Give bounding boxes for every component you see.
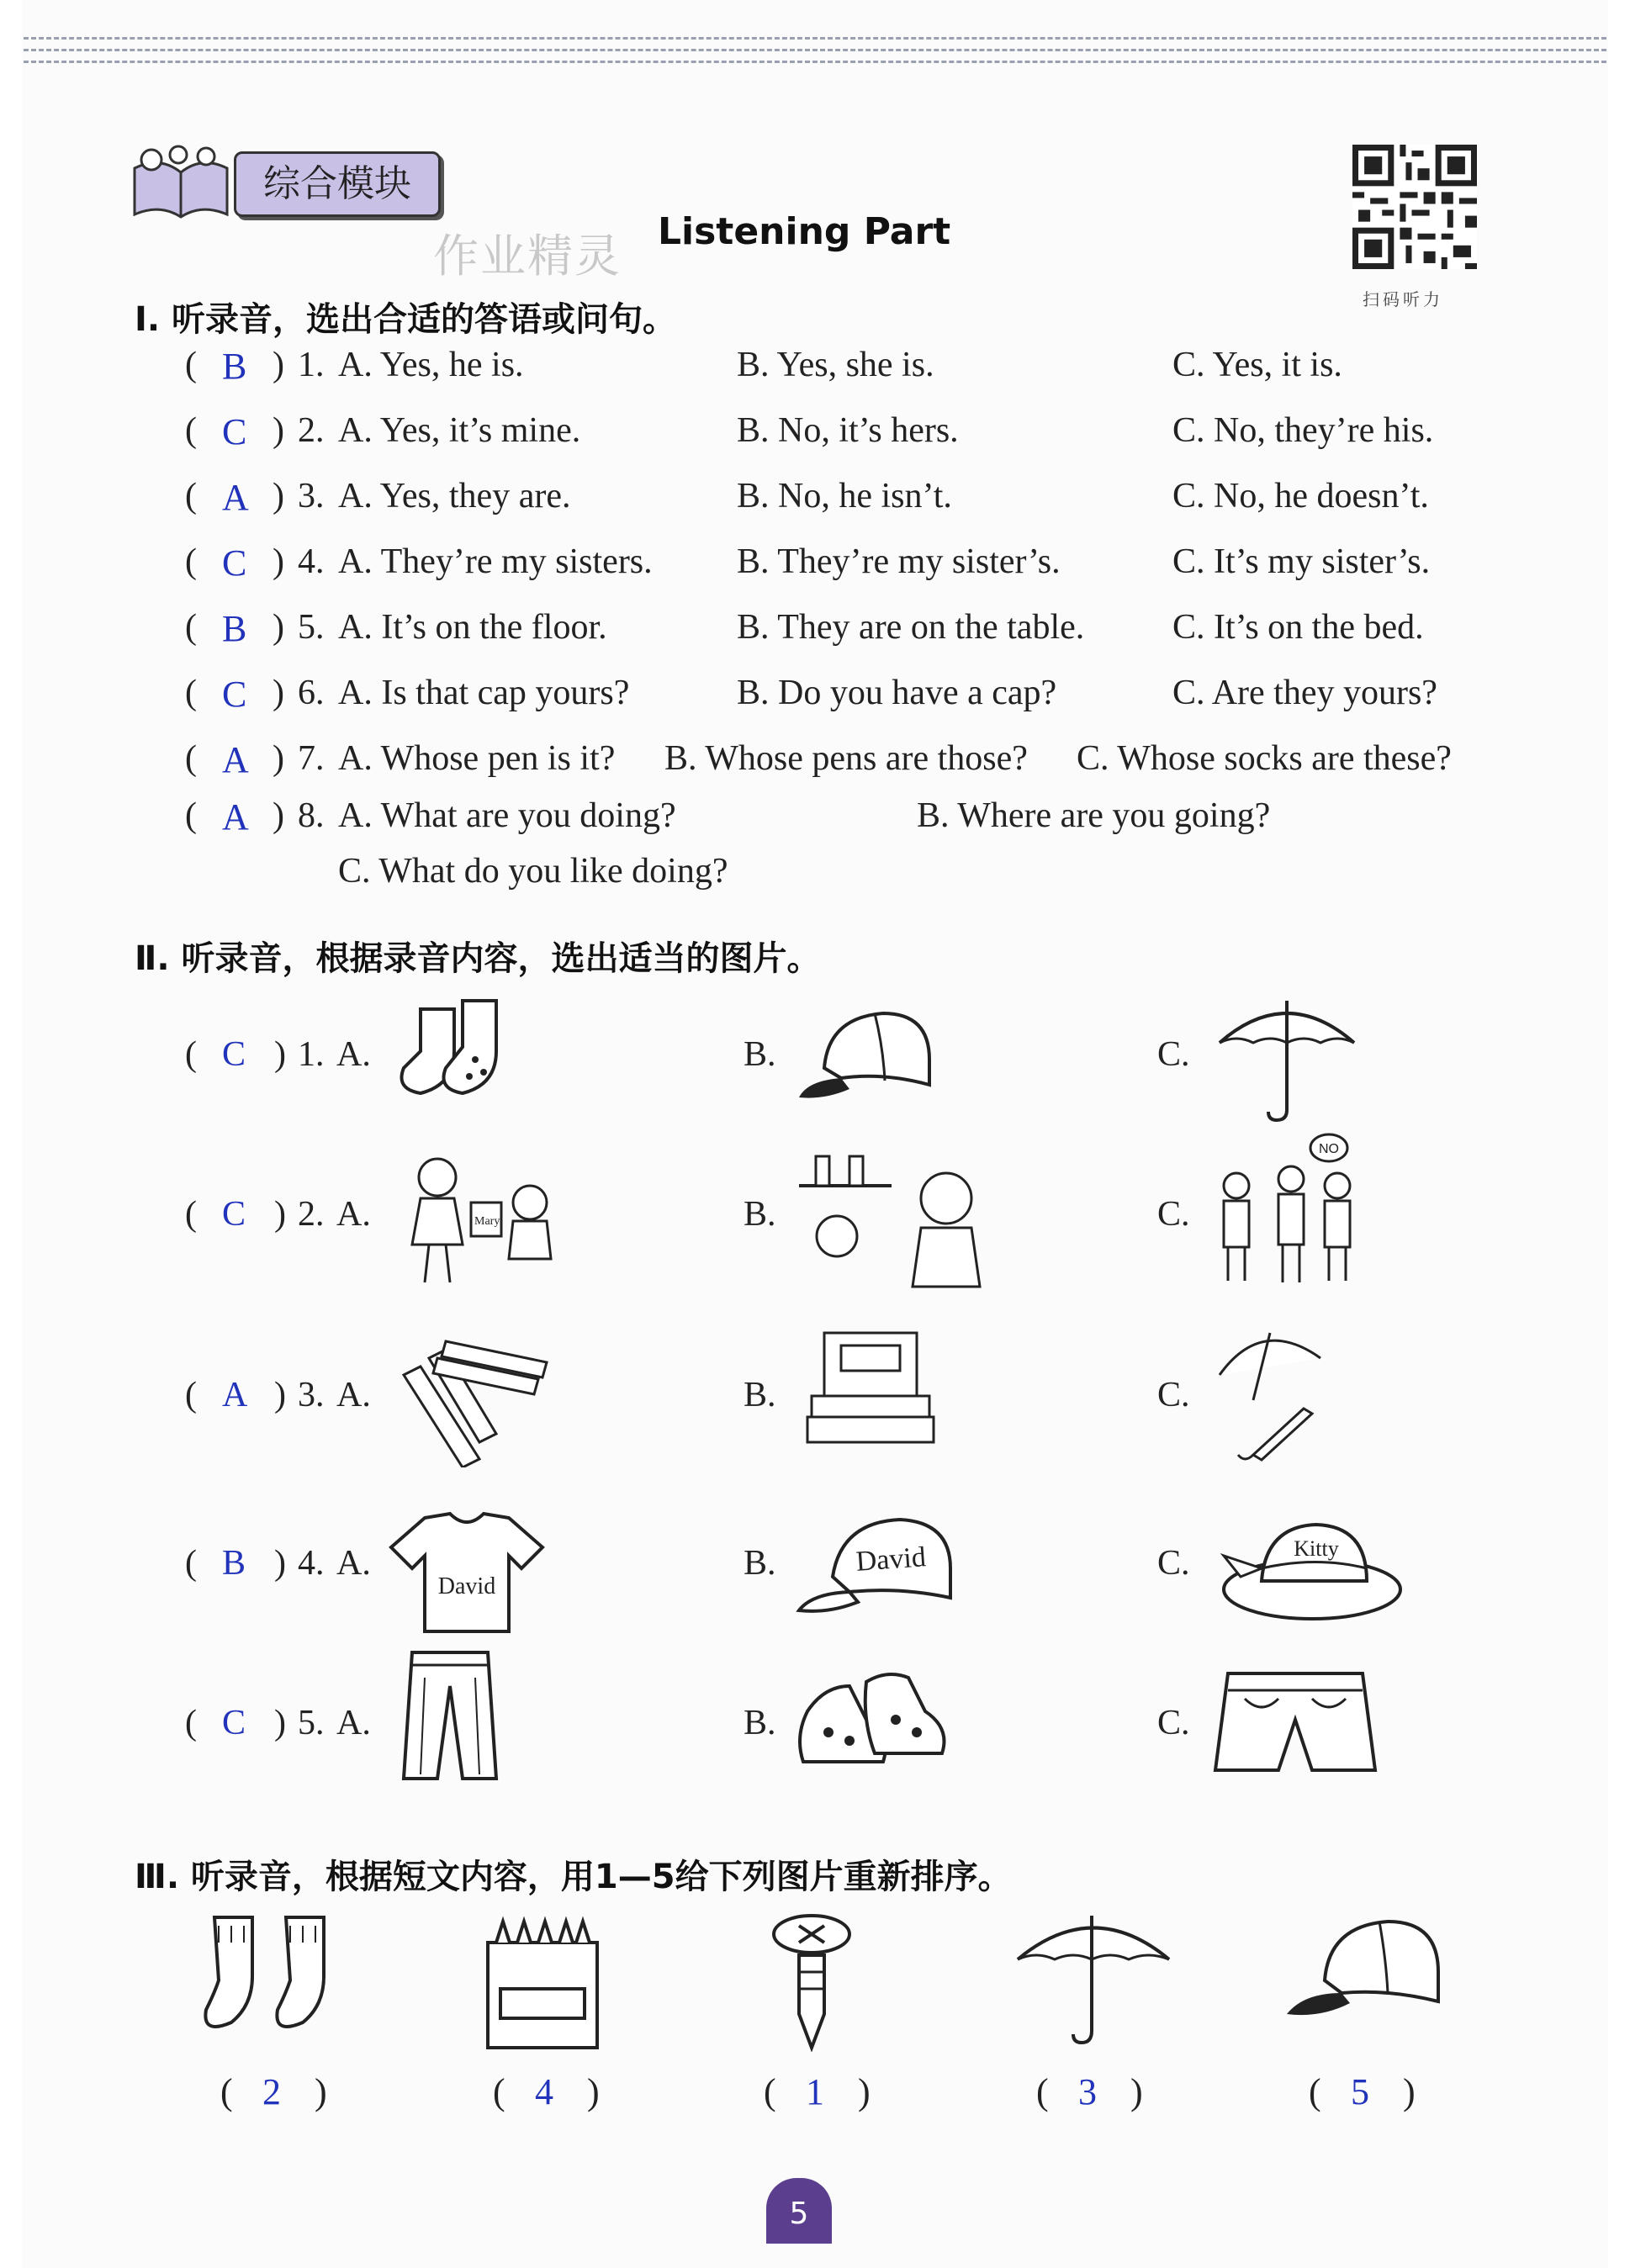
answer-mark: C	[222, 674, 247, 715]
paren-open: (	[493, 2071, 505, 2112]
paren-close: )	[273, 608, 284, 647]
paren-close: )	[274, 1035, 286, 1074]
option-c-picture	[1211, 1661, 1379, 1779]
paren-open: (	[185, 1704, 197, 1742]
option-c-picture	[1211, 1509, 1405, 1627]
question-number: 1.	[298, 346, 325, 384]
answer-mark: C	[222, 1195, 246, 1234]
order-answer: 2	[262, 2071, 281, 2112]
section-title: Ⅰ. 听录音，选出合适的答语或问句。	[135, 300, 677, 339]
answer-mark: A	[222, 477, 249, 518]
option-b-picture	[791, 1144, 992, 1295]
answer-mark: C	[222, 1035, 246, 1074]
section-title: Ⅱ. 听录音，根据录音内容，选出适当的图片。	[135, 939, 821, 978]
question-number: 5.	[298, 1704, 325, 1742]
question-number: 4.	[298, 1544, 325, 1583]
order-picture	[479, 1909, 606, 2052]
question-number: 2.	[298, 1195, 325, 1234]
paren-open: (	[185, 608, 197, 647]
option-b: B. Whose pens are those?	[664, 739, 1028, 778]
option-c: C. No, they’re his.	[1172, 411, 1434, 450]
question-number: 3.	[298, 477, 325, 515]
paren-close: )	[274, 1195, 286, 1234]
subtitle: Listening Part	[658, 210, 951, 253]
paren-open: (	[185, 1544, 197, 1583]
answer-mark: A	[222, 796, 249, 838]
paren-open: (	[185, 674, 197, 712]
paren-close: )	[274, 1704, 286, 1742]
option-b-picture	[791, 1509, 967, 1619]
paren-open: (	[185, 346, 197, 384]
open-book-icon	[126, 143, 236, 219]
option-a: A. What are you doing?	[338, 796, 676, 835]
paren-close: )	[273, 739, 284, 778]
order-picture	[1013, 1909, 1173, 2052]
paren-open: (	[764, 2071, 776, 2112]
paren-open: (	[185, 1035, 197, 1074]
order-picture	[1278, 1909, 1447, 2027]
option-b: B. Yes, she is.	[737, 346, 934, 384]
option-c-label: C.	[1157, 1195, 1190, 1234]
option-a-label: A.	[336, 1195, 371, 1234]
paren-close: )	[1130, 2071, 1143, 2112]
option-a-label: A.	[336, 1704, 371, 1742]
answer-mark: C	[222, 542, 247, 584]
question-number: 4.	[298, 542, 325, 581]
option-a-picture	[387, 1644, 513, 1787]
paren-open: (	[185, 1376, 197, 1414]
option-b-label: B.	[744, 1376, 776, 1414]
paren-close: )	[273, 477, 284, 515]
question-number: 6.	[298, 674, 325, 712]
option-a-picture	[387, 1324, 555, 1467]
paren-close: )	[273, 346, 284, 384]
option-a-picture	[387, 1144, 572, 1287]
top-dashed-line	[24, 61, 1606, 63]
answer-mark: A	[222, 1376, 248, 1414]
paren-close: )	[858, 2071, 871, 2112]
option-a-label: A.	[336, 1035, 371, 1074]
option-c: C. Yes, it is.	[1172, 346, 1342, 384]
svg-text:David: David	[437, 1573, 496, 1599]
option-c-picture	[1211, 1127, 1371, 1287]
question-number: 3.	[298, 1376, 325, 1414]
question-number: 2.	[298, 411, 325, 450]
paren-open: (	[185, 477, 197, 515]
paren-open: (	[185, 411, 197, 450]
option-b: B. No, it’s hers.	[737, 411, 959, 450]
paren-close: )	[273, 796, 284, 835]
order-picture	[193, 1909, 345, 2043]
option-c-label: C.	[1157, 1704, 1190, 1742]
page-number: 5	[766, 2178, 832, 2244]
paren-close: )	[273, 542, 284, 581]
option-c: C. Are they yours?	[1172, 674, 1437, 712]
option-a: A. Whose pen is it?	[338, 739, 616, 778]
option-a-picture	[387, 1509, 547, 1636]
qr-code-icon[interactable]	[1352, 145, 1477, 269]
qr-caption: 扫码听力	[1363, 289, 1443, 309]
option-a: A. Is that cap yours?	[338, 674, 630, 712]
option-a: A. They’re my sisters.	[338, 542, 653, 581]
paren-close: )	[274, 1544, 286, 1583]
option-a: A. It’s on the floor.	[338, 608, 607, 647]
option-a-label: A.	[336, 1376, 371, 1414]
option-b-label: B.	[744, 1035, 776, 1074]
order-answer: 3	[1078, 2071, 1097, 2112]
answer-mark: C	[222, 1704, 246, 1742]
svg-text:Kitty: Kitty	[1294, 1536, 1339, 1561]
paren-close: )	[273, 674, 284, 712]
option-a: A. Yes, it’s mine.	[338, 411, 581, 450]
option-b: B. Where are you going?	[917, 796, 1271, 835]
paren-open: (	[220, 2071, 233, 2112]
question-number: 8.	[298, 796, 325, 835]
paren-open: (	[185, 739, 197, 778]
order-picture	[765, 1909, 858, 2052]
option-c-label: C.	[1157, 1035, 1190, 1074]
option-b-picture	[791, 1661, 959, 1787]
paren-close: )	[315, 2071, 327, 2112]
option-b-label: B.	[744, 1544, 776, 1583]
option-a-label: A.	[336, 1544, 371, 1583]
option-c: C. What do you like doing?	[338, 852, 728, 891]
question-number: 5.	[298, 608, 325, 647]
paren-close: )	[1403, 2071, 1416, 2112]
paren-open: (	[185, 796, 197, 835]
option-c: C. No, he doesn’t.	[1172, 477, 1429, 515]
option-c-picture	[1211, 1316, 1337, 1467]
question-number: 1.	[298, 1035, 325, 1074]
paren-close: )	[273, 411, 284, 450]
question-number: 7.	[298, 739, 325, 778]
option-a-picture	[387, 992, 521, 1110]
svg-text:NO: NO	[1319, 1142, 1339, 1156]
option-b: B. Do you have a cap?	[737, 674, 1057, 712]
option-c: C. It’s on the bed.	[1172, 608, 1424, 647]
svg-text:Mary: Mary	[474, 1215, 500, 1228]
paren-open: (	[1309, 2071, 1321, 2112]
svg-text:David: David	[855, 1541, 928, 1578]
answer-mark: B	[222, 346, 247, 387]
order-answer: 5	[1351, 2071, 1369, 2112]
option-a: A. Yes, they are.	[338, 477, 571, 515]
option-b-picture	[791, 1001, 942, 1110]
option-c: C. It’s my sister’s.	[1172, 542, 1431, 581]
order-answer: 1	[806, 2071, 824, 2112]
answer-mark: B	[222, 1544, 246, 1583]
option-b: B. No, he isn’t.	[737, 477, 952, 515]
option-b-label: B.	[744, 1704, 776, 1742]
watermark: 作业精灵	[433, 230, 622, 283]
option-b-label: B.	[744, 1195, 776, 1234]
module-label: 综合模块	[234, 151, 441, 217]
top-dashed-line	[24, 37, 1606, 40]
paren-open: (	[185, 542, 197, 581]
option-b: B. They’re my sister’s.	[737, 542, 1061, 581]
option-c: C. Whose socks are these?	[1077, 739, 1452, 778]
option-a: A. Yes, he is.	[338, 346, 524, 384]
answer-mark: A	[222, 739, 249, 780]
paren-close: )	[587, 2071, 600, 2112]
answer-mark: C	[222, 411, 247, 452]
section-title: Ⅲ. 听录音，根据短文内容，用1—5给下列图片重新排序。	[135, 1858, 1012, 1896]
answer-mark: B	[222, 608, 247, 649]
option-c-label: C.	[1157, 1376, 1190, 1414]
option-b: B. They are on the table.	[737, 608, 1085, 647]
order-answer: 4	[535, 2071, 553, 2112]
paren-open: (	[1036, 2071, 1049, 2112]
option-c-picture	[1211, 992, 1363, 1127]
paren-open: (	[185, 1195, 197, 1234]
paren-close: )	[274, 1376, 286, 1414]
top-dashed-line	[24, 49, 1606, 51]
option-b-picture	[791, 1324, 950, 1459]
option-c-label: C.	[1157, 1544, 1190, 1583]
